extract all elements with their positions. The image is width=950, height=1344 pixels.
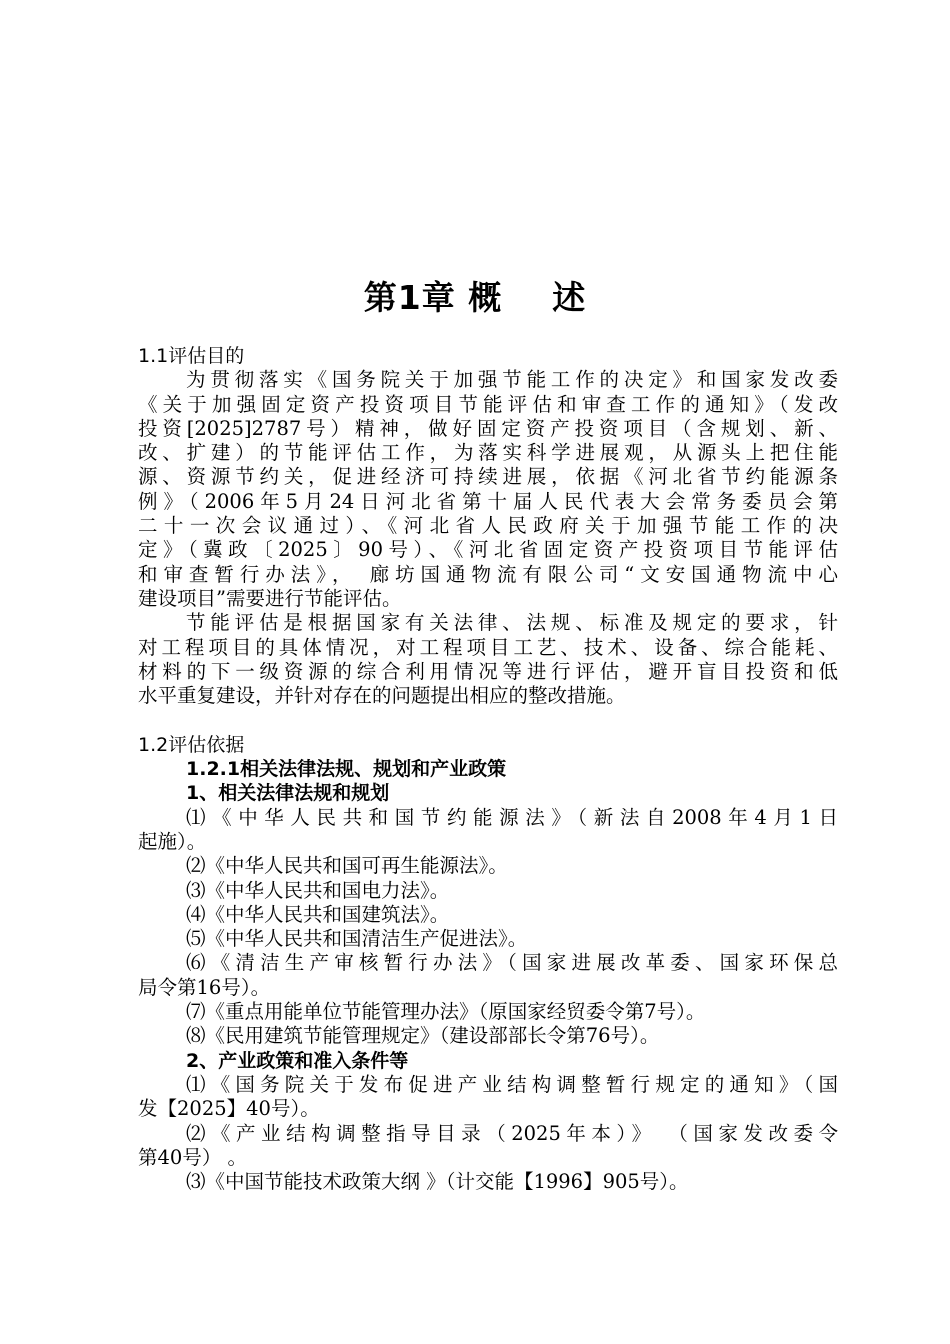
- list-item-line: ⑸《中华人民共和国清洁生产促进法》。: [186, 927, 528, 951]
- paragraph-line: 建设项目”需要进行节能评估。: [138, 586, 402, 610]
- list-item: [138, 951, 838, 1000]
- list-item: [138, 1024, 838, 1048]
- list-item: [138, 927, 838, 951]
- list-item: [138, 854, 838, 878]
- subsection-heading-1-2-1: 1.2.1相关法律法规、规划和产业政策: [186, 758, 507, 781]
- list-heading-policies: 2、产业政策和准入条件等: [186, 1049, 409, 1072]
- list-item-line: ⑵《中华人民共和国可再生能源法》。: [186, 854, 508, 878]
- list-item: [138, 879, 838, 903]
- section-spacer: [138, 708, 838, 732]
- paragraph-line: 对工程项目的具体情况，对工程项目工艺、技术、设备、综合能耗、: [138, 635, 838, 659]
- list-item: [138, 903, 838, 927]
- paragraph-line: 《关于加强固定资产投资项目节能评估和审查工作的通知》（发改: [138, 392, 838, 416]
- paragraph-line: 水平重复建设，并针对存在的问题提出相应的整改措施。: [138, 684, 626, 708]
- paragraph-line: 改、扩建）的节能评估工作，为落实科学进展观，从源头上把住能: [138, 441, 838, 465]
- list-item: [138, 806, 838, 855]
- list-item-line: ⑴《中华人民共和国节约能源法》（新法自2008年4月1日: [186, 805, 838, 829]
- policies-list: [138, 1073, 838, 1194]
- list-item-line: 发【2025】40号）。: [138, 1097, 320, 1121]
- paragraph-line: 节能评估是根据国家有关法律、法规、标准及规定的要求，针: [186, 611, 838, 635]
- paragraph-line: 定》（冀政〔2025〕90号）、《河北省固定资产投资项目节能评估: [138, 538, 838, 562]
- list-item-line: 局令第16号）。: [138, 975, 271, 999]
- list-item: [138, 1170, 838, 1194]
- paragraph-purpose-2: [138, 611, 838, 708]
- list-item-line: ⑻《民用建筑节能管理规定》（建设部部长令第76号）。: [186, 1024, 660, 1048]
- list-item: [138, 1073, 838, 1122]
- list-item-line: ⑴《国务院关于发布促进产业结构调整暂行规定的通知》（国: [186, 1072, 838, 1096]
- laws-list: [138, 806, 838, 1049]
- list-item-line: 第40号） 。: [138, 1145, 248, 1169]
- list-item-line: ⑶《中国节能技术政策大纲 》（计交能【1996】905号）。: [186, 1170, 689, 1194]
- paragraph-line: 为贯彻落实《国务院关于加强节能工作的决定》和国家发改委: [186, 368, 838, 392]
- paragraph-purpose-1: [138, 368, 838, 611]
- list-item-line: ⑹《清洁生产审核暂行办法》（国家进展改革委、国家环保总: [186, 951, 838, 975]
- list-item-line: ⑺《重点用能单位节能管理办法》（原国家经贸委令第7号）。: [186, 1000, 706, 1024]
- list-item: [138, 1122, 838, 1171]
- section-heading-1-2: 1.2评估依据: [138, 733, 245, 756]
- list-item-line: ⑶《中华人民共和国电力法》。: [186, 878, 450, 902]
- document-body: [138, 344, 838, 1194]
- paragraph-line: 和审查暂行办法》， 廊坊国通物流有限公司“文安国通物流中心: [138, 562, 838, 586]
- chapter-title: 第1章 概 述: [363, 278, 587, 317]
- list-item-line: ⑷《中华人民共和国建筑法》。: [186, 902, 450, 926]
- paragraph-line: 材料的下一级资源的综合利用情况等进行评估，避开盲目投资和低: [138, 659, 838, 683]
- list-item-line: ⑵《产业结构调整指导目录（2025年本）》 （国家发改委令: [186, 1121, 838, 1145]
- paragraph-line: 投资[2025]2787号）精神，做好固定资产投资项目（含规划、新、: [138, 416, 838, 440]
- list-item: [138, 1000, 838, 1024]
- paragraph-line: 源、资源节约关，促进经济可持续进展，依据《河北省节约能源条: [138, 465, 838, 489]
- paragraph-line: 例》（2006年5月24日河北省第十届人民代表大会常务委员会第: [138, 489, 838, 513]
- section-heading-1-1: 1.1评估目的: [138, 345, 245, 367]
- list-item-line: 起施）。: [138, 829, 207, 853]
- list-heading-laws: 1、相关法律法规和规划: [186, 782, 390, 805]
- paragraph-line: 二十一次会议通过）、《河北省人民政府关于加强节能工作的决: [138, 514, 838, 538]
